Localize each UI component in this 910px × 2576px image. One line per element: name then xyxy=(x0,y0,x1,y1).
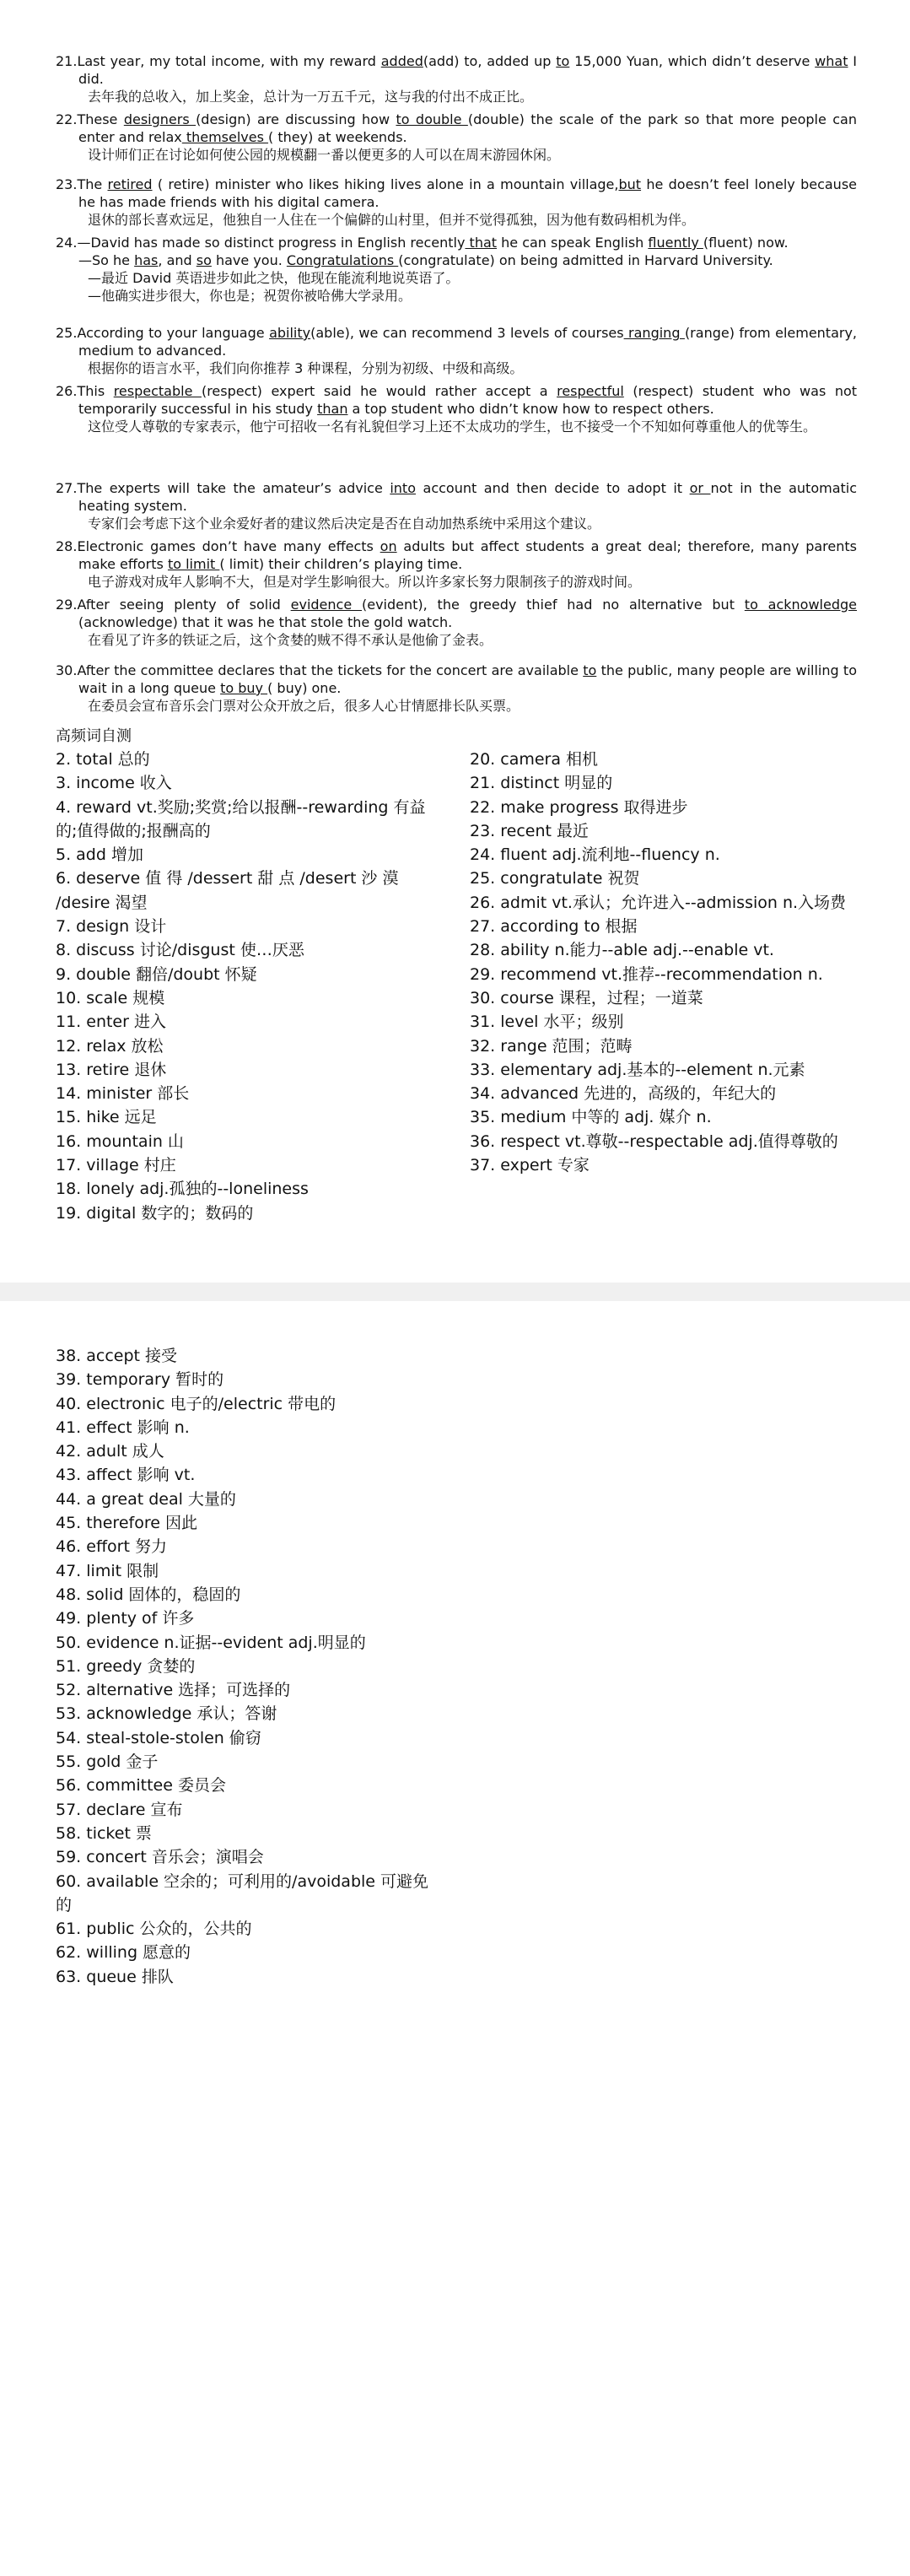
sentence-text: , and xyxy=(158,252,197,268)
sentence-text: not in the automatic heating system. xyxy=(78,480,858,514)
exercise-number: 25. xyxy=(56,325,78,341)
vocab-item: 3. income 收入 xyxy=(56,774,172,793)
vocab-item: 29. recommend vt.推荐--recommendation n. xyxy=(470,964,823,984)
vocab-item: 28. ability n.能力--able adj.--enable vt. xyxy=(470,941,774,960)
answer-blank: has xyxy=(134,252,159,268)
answer-blank: respectable xyxy=(113,383,202,399)
vocab-item: 34. advanced 先进的，高级的，年纪大的 xyxy=(470,1084,777,1104)
exercise-sentence xyxy=(56,251,857,269)
answer-blank: but xyxy=(618,176,642,192)
sentence-text: (acknowledge) that it was he that stole the gold watch. xyxy=(78,614,453,630)
exercise-item xyxy=(56,176,857,229)
exercise-sentence xyxy=(56,596,857,631)
vocab-item: 20. camera 相机 xyxy=(470,750,599,769)
vocab-item: 5. add 增加 xyxy=(56,845,143,865)
vocab-item: 18. lonely adj.孤独的--loneliness xyxy=(56,1180,309,1199)
sentence-text: adults but affect students a great deal; therefore, many parents make efforts xyxy=(78,538,858,572)
answer-blank: to limit xyxy=(167,556,220,572)
vocab-item: 12. relax 放松 xyxy=(56,1036,164,1056)
translation-line: 在看见了许多的铁证之后，这个贪婪的贼不得不承认是他偷了金表。 xyxy=(88,632,493,648)
exercise-item xyxy=(56,479,857,532)
vocab-item: 13. retire 退休 xyxy=(56,1060,167,1079)
answer-blank: ranging xyxy=(623,325,685,341)
vocab-item: 37. expert 专家 xyxy=(470,1156,590,1175)
vocab-item: 41. effect 影响 n. xyxy=(56,1418,190,1437)
vocab-item: 35. medium 中等的 adj. 媒介 n. xyxy=(470,1108,712,1127)
exercise-item xyxy=(56,111,857,164)
sentence-text: —David has made so distinct progress in English recently xyxy=(77,235,466,251)
vocab-item: 26. admit vt.承认；允许进入--admission n.入场费 xyxy=(470,893,847,912)
vocab-item: 54. steal-stole-stolen 偷窃 xyxy=(56,1728,261,1747)
vocab-item: 17. village 村庄 xyxy=(56,1156,176,1175)
sentence-text: The experts will take the amateur’s advice xyxy=(77,480,390,496)
vocab-column-3 xyxy=(56,1344,444,1989)
vocab-item: 60. available 空余的；可利用的/avoidable 可避免的 xyxy=(56,1871,429,1914)
sentence-text: —So he xyxy=(78,252,135,268)
exercise-item xyxy=(56,251,857,305)
vocab-item: 23. recent 最近 xyxy=(470,821,590,840)
sentence-text: (evident), the greedy thief had no alternative but xyxy=(362,597,745,613)
translation-line: 在委员会宣布音乐会门票对公众开放之后，很多人心甘情愿排长队买票。 xyxy=(88,698,520,714)
sentence-text: Electronic games don’t have many effects xyxy=(77,538,380,554)
exercise-item xyxy=(56,662,857,715)
exercise-number: 27. xyxy=(56,480,78,496)
translation-line: —他确实进步很大，你也是；祝贺你被哈佛大学录用。 xyxy=(88,288,412,304)
translation-line: 专家们会考虑下这个业余爱好者的建议然后决定是否在自动加热系统中采用这个建议。 xyxy=(88,516,601,532)
vocab-item: 16. mountain 山 xyxy=(56,1131,184,1151)
exercise-sentence xyxy=(56,52,857,88)
exercise-sentence xyxy=(56,234,857,251)
page-separator xyxy=(0,1283,910,1301)
sentence-text: Last year, my total income, with my reward xyxy=(77,53,381,69)
sentence-text: (add) to, added up xyxy=(423,53,557,69)
sentence-text: (respect) expert said he would rather accept a xyxy=(201,383,557,399)
exercise-sentence xyxy=(56,111,857,146)
answer-blank: into xyxy=(390,480,416,496)
exercise-number: 21. xyxy=(56,53,78,69)
exercise-sentence xyxy=(56,176,857,211)
answer-blank: Congratulations xyxy=(286,252,399,268)
sentence-text: (able), we can recommend 3 levels of courses xyxy=(310,325,624,341)
exercise-sentence xyxy=(56,479,857,515)
translation-line: 电子游戏对成年人影响不大，但是对学生影响很大。所以许多家长努力限制孩子的游戏时间。 xyxy=(88,574,642,590)
exercise-item xyxy=(56,596,857,649)
vocab-item: 44. a great deal 大量的 xyxy=(56,1489,236,1509)
vocab-item: 33. elementary adj.基本的--element n.元素 xyxy=(470,1060,805,1079)
answer-blank: to double xyxy=(396,111,468,127)
vocab-item: 22. make progress 取得进步 xyxy=(470,797,688,817)
vocab-item: 15. hike 远足 xyxy=(56,1108,157,1127)
answer-blank: to xyxy=(583,662,597,678)
vocab-item: 36. respect vt.尊敬--respectable adj.值得尊敬的 xyxy=(470,1131,838,1151)
sentence-text: ( limit) their children’s playing time. xyxy=(219,556,463,572)
vocab-item: 24. fluent adj.流利地--fluency n. xyxy=(470,845,720,865)
vocab-item: 39. temporary 暂时的 xyxy=(56,1370,224,1390)
vocab-item: 50. evidence n.证据--evident adj.明显的 xyxy=(56,1633,366,1652)
answer-blank: retired xyxy=(107,176,153,192)
translation-line: 去年我的总收入，加上奖金，总计为一万五千元，这与我的付出不成正比。 xyxy=(88,89,534,105)
exercise-number: 24. xyxy=(56,235,78,251)
exercise-number: 29. xyxy=(56,597,78,613)
answer-blank: to xyxy=(556,53,570,69)
answer-blank: ability xyxy=(269,325,311,341)
vocab-title: 高频词自测 xyxy=(56,727,132,745)
exercise-number: 23. xyxy=(56,176,78,192)
sentence-text: After the committee declares that the tickets for the concert are available xyxy=(77,662,584,678)
sentence-text: (range) from elementary, medium to advanced. xyxy=(78,325,858,359)
vocab-item: 9. double 翻倍/doubt 怀疑 xyxy=(56,964,257,984)
sentence-text: ( retire) minister who likes hiking lives alone in a mountain village, xyxy=(152,176,619,192)
vocab-item: 31. level 水平；级别 xyxy=(470,1013,624,1032)
vocab-item: 11. enter 进入 xyxy=(56,1013,166,1032)
exercise-number: 26. xyxy=(56,383,78,399)
exercise-sentence xyxy=(56,662,857,697)
exercise-sentence xyxy=(56,382,857,418)
vocab-item: 51. greedy 贪婪的 xyxy=(56,1656,196,1676)
vocab-item: 49. plenty of 许多 xyxy=(56,1609,195,1628)
vocab-item: 52. alternative 选择；可选择的 xyxy=(56,1681,291,1700)
answer-blank: or xyxy=(689,480,711,496)
sentence-text: have you. xyxy=(211,252,287,268)
vocab-item: 14. minister 部长 xyxy=(56,1084,190,1104)
sentence-text: 15,000 Yuan, which didn’t deserve xyxy=(569,53,816,69)
sentence-text: After seeing plenty of solid xyxy=(77,597,291,613)
answer-blank: evidence xyxy=(290,597,362,613)
vocab-item: 59. concert 音乐会；演唱会 xyxy=(56,1848,264,1867)
translation-line: 根据你的语言水平，我们向你推荐 3 种课程，分别为初级、中级和高级。 xyxy=(88,360,524,376)
sentence-text: a top student who didn’t know how to respect others. xyxy=(347,401,714,417)
vocab-item: 58. ticket 票 xyxy=(56,1823,152,1843)
sentence-text: (design) are discussing how xyxy=(196,111,396,127)
vocab-item: 61. public 公众的，公共的 xyxy=(56,1920,252,1939)
sentence-text: (respect) student who was not temporarily successful in his study xyxy=(78,383,858,417)
answer-blank: to buy xyxy=(220,680,268,696)
answer-blank: what xyxy=(815,53,848,69)
sentence-text: (fluent) now. xyxy=(703,235,789,251)
sentence-text: This xyxy=(77,383,114,399)
answer-blank: designers xyxy=(123,111,197,127)
vocab-column-1 xyxy=(56,748,444,1225)
vocab-item: 55. gold 金子 xyxy=(56,1752,159,1772)
vocab-item: 62. willing 愿意的 xyxy=(56,1943,191,1963)
vocab-item: 10. scale 规模 xyxy=(56,988,165,1007)
exercise-number: 30. xyxy=(56,662,78,678)
sentence-text: (double) the scale of the park so that more people can enter and relax xyxy=(78,111,858,145)
answer-blank: that xyxy=(465,235,498,251)
vocab-item: 2. total 总的 xyxy=(56,750,150,769)
sentence-text: These xyxy=(77,111,124,127)
vocab-item: 40. electronic 电子的/electric 带电的 xyxy=(56,1394,337,1413)
vocab-item: 25. congratulate 祝贺 xyxy=(470,869,640,888)
vocab-column-2 xyxy=(470,748,853,1177)
vocab-item: 30. course 课程，过程；一道菜 xyxy=(470,988,703,1007)
vocab-item: 53. acknowledge 承认；答谢 xyxy=(56,1704,277,1724)
exercise-sentence xyxy=(56,324,857,359)
translation-line: —最近 David 英语进步如此之快，他现在能流利地说英语了。 xyxy=(88,270,460,286)
vocab-item: 46. effort 努力 xyxy=(56,1537,167,1557)
sentence-text: ( they) at weekends. xyxy=(268,129,407,145)
vocab-item: 27. according to 根据 xyxy=(470,917,638,937)
sentence-text: the public, many people are willing to wait in a long queue xyxy=(78,662,857,696)
exercise-number: 22. xyxy=(56,111,78,127)
vocab-item: 6. deserve 值 得 /dessert 甜 点 /desert 沙 漠 /desire 渴望 xyxy=(56,869,399,912)
vocab-item: 57. declare 宣布 xyxy=(56,1800,183,1819)
vocab-item: 8. discuss 讨论/disgust 使…厌恶 xyxy=(56,941,304,960)
translation-line: 这位受人尊敬的专家表示，他宁可招收一名有礼貌但学习上还不太成功的学生，也不接受一个不知如何尊重他人的优等生。 xyxy=(88,419,817,435)
answer-blank: respectful xyxy=(557,383,624,399)
page-1 xyxy=(0,0,910,1283)
exercise-item xyxy=(56,234,857,251)
sentence-text: I did. xyxy=(78,53,858,87)
answer-blank: to acknowledge xyxy=(744,597,858,613)
answer-blank: than xyxy=(317,401,348,417)
sentence-text: (congratulate) on being admitted in Harvard University. xyxy=(398,252,773,268)
sentence-text: ( buy) one. xyxy=(267,680,342,696)
answer-blank: on xyxy=(380,538,397,554)
vocab-item: 19. digital 数字的；数码的 xyxy=(56,1203,254,1223)
vocab-item: 21. distinct 明显的 xyxy=(470,774,613,793)
answer-blank: added xyxy=(380,53,423,69)
vocab-item: 43. affect 影响 vt. xyxy=(56,1466,196,1485)
vocab-item: 4. reward vt.奖励;奖赏;给以报酬--rewarding 有益的;值得做的;报酬高的 xyxy=(56,797,426,840)
vocab-item: 42. adult 成人 xyxy=(56,1442,164,1461)
answer-blank: fluently xyxy=(648,235,703,251)
sentence-text: According to your language xyxy=(77,325,270,341)
vocab-item: 48. solid 固体的，稳固的 xyxy=(56,1585,241,1604)
sentence-text: The xyxy=(77,176,108,192)
exercise-item xyxy=(56,324,857,377)
exercise-sentence xyxy=(56,537,857,573)
vocab-item: 32. range 范围；范畴 xyxy=(470,1036,633,1056)
answer-blank: themselves xyxy=(181,129,269,145)
sentence-text: account and then decide to adopt it xyxy=(416,480,690,496)
answer-blank: so xyxy=(196,252,212,268)
exercise-item xyxy=(56,52,857,105)
vocab-item: 38. accept 接受 xyxy=(56,1347,178,1365)
vocab-item: 45. therefore 因此 xyxy=(56,1514,197,1533)
exercise-number: 28. xyxy=(56,538,78,554)
translation-line: 设计师们正在讨论如何使公园的规模翻一番以便更多的人可以在周末游园休闲。 xyxy=(88,147,561,163)
vocab-item: 7. design 设计 xyxy=(56,917,167,937)
exercise-item xyxy=(56,382,857,435)
exercise-item xyxy=(56,537,857,591)
vocab-item: 63. queue 排队 xyxy=(56,1967,174,1986)
vocab-item: 47. limit 限制 xyxy=(56,1561,159,1580)
vocab-item: 56. committee 委员会 xyxy=(56,1776,226,1796)
sentence-text: he doesn’t feel lonely because he has made friends with his digital camera. xyxy=(78,176,857,210)
translation-line: 退休的部长喜欢远足，他独自一人住在一个偏僻的山村里，但并不觉得孤独，因为他有数码相机为伴。 xyxy=(88,212,696,228)
sentence-text: he can speak English xyxy=(497,235,649,251)
